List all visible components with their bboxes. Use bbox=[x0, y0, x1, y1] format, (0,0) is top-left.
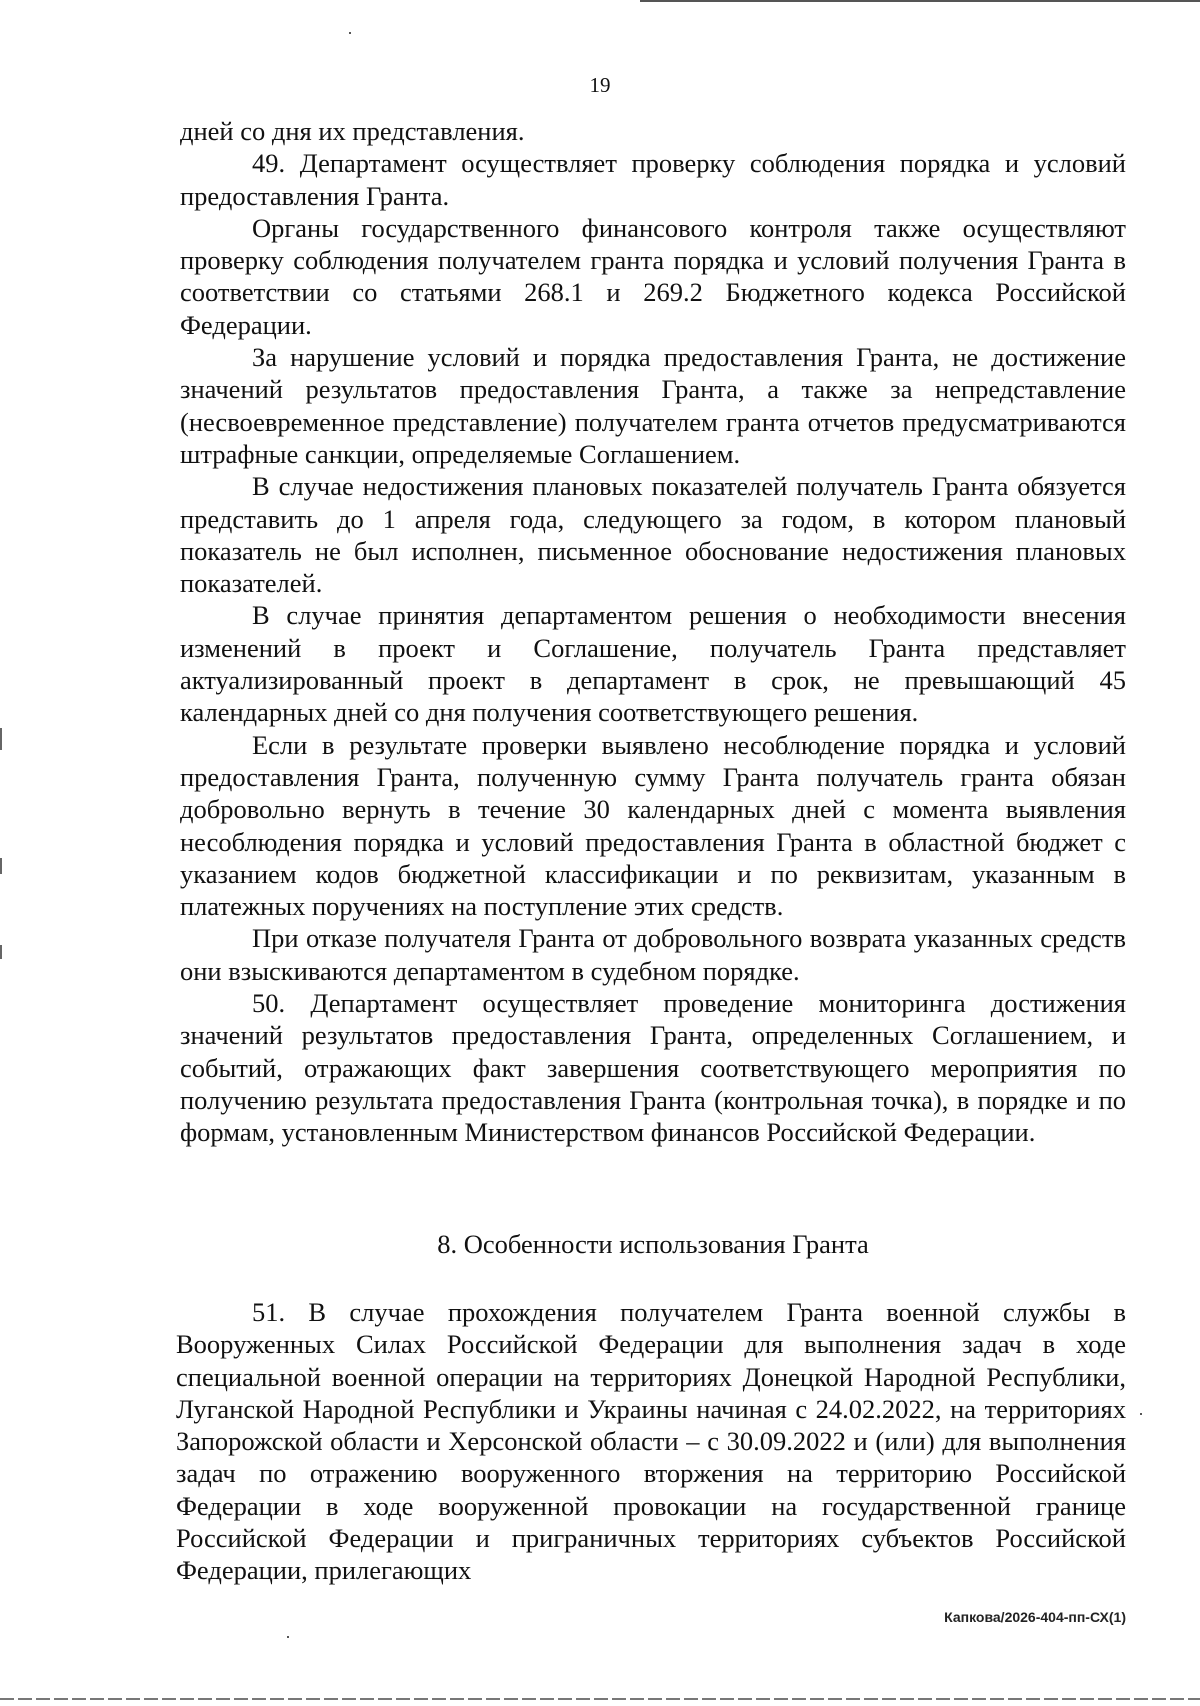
paragraph-51: 51. В случае прохождения получателем Гранта военной службы в Вооруженных Силах Российской Федерации для выполнения задач в ходе специальной военной операции на территориях Донецкой Народной Республики, Луганской Народной Республики и Украины начиная с 24.02.2022, на территориях Запорожской области и Херсонской области – с 30.09.2022 и (или) для выполнения задач по отражению вооруженного вторжения на территорию Российской Федерации в ходе вооруженной провокации на государственной границе Российской Федерации и приграничных территориях субъектов Российской Федерации, прилегающих bbox=[176, 1297, 1126, 1586]
paragraph-underperformance: В случае недостижения плановых показателей получатель Гранта обязуется представить до 1 апреля года, следующего за годом, в котором плановый показатель не был исполнен, письменное обоснование недостижения плановых показателей. bbox=[180, 471, 1126, 599]
paragraph-penalties: За нарушение условий и порядка предоставления Гранта, не достижение значений результатов предоставления Гранта, а также за непредставление (несвоевременное представление) получателем гранта отчетов предусматриваются штрафные санкции, определяемые Соглашением. bbox=[180, 342, 1126, 469]
paragraph-refund: Если в результате проверки выявлено несоблюдение порядка и условий предоставления Гранта, полученную сумму Гранта получатель гранта обязан добровольно вернуть в течение 30 календарных дней с момента выявления несоблюдения порядка и условий предоставления Гранта в областной бюджет с указанием кодов бюджетной классификации и по реквизитам, указанным в платежных поручениях на поступление этих средств. bbox=[180, 729, 1126, 922]
scan-artifact-mark bbox=[0, 858, 2, 874]
paragraph-49: 49. Департамент осуществляет проверку соблюдения порядка и условий предоставления Гранта. bbox=[180, 148, 1126, 211]
document-body bbox=[180, 115, 1126, 1149]
paragraph-50: 50. Департамент осуществляет проведение мониторинга достижения значений результатов предоставления Гранта, определенных Соглашением, и событий, отражающих факт завершения соответствующего мероприятия по получению результата предоставления Гранта (контрольная точка), в порядке и по формам, установленным Министерством финансов Российской Федерации. bbox=[180, 988, 1126, 1148]
scan-artifact-mark bbox=[0, 945, 2, 959]
document-code: Капкова/2026-404-пп-СХ(1) bbox=[944, 1609, 1126, 1625]
scan-artifact-dot bbox=[287, 1636, 289, 1638]
scan-artifact-dot bbox=[1140, 1413, 1142, 1415]
page-number: 19 bbox=[589, 73, 611, 97]
paragraph-refusal: При отказе получателя Гранта от добровольного возврата указанных средств они взыскиваются департаментом в судебном порядке. bbox=[180, 923, 1126, 986]
paragraph-continuation: дней со дня их представления. bbox=[180, 116, 525, 146]
scan-artifact-dot bbox=[349, 32, 351, 34]
scan-edge-bottom bbox=[0, 1698, 1200, 1700]
paragraph-project-changes: В случае принятия департаментом решения о необходимости внесения изменений в проект и Соглашение, получатель Гранта представляет актуализированный проект в департамент в срок, не превышающий 45 календарных дней со дня получения соответствующего решения. bbox=[180, 600, 1126, 728]
scan-edge-top bbox=[640, 0, 1200, 2]
scan-artifact-mark bbox=[0, 728, 2, 750]
section-8-heading: 8. Особенности использования Гранта bbox=[437, 1229, 869, 1259]
paragraph-financial-control: Органы государственного финансового контроля также осуществляют проверку соблюдения получателем гранта порядка и условий получения Гранта в соответствии со статьями 268.1 и 269.2 Бюджетного кодекса Российской Федерации. bbox=[180, 212, 1126, 340]
section-8-body bbox=[176, 1296, 1126, 1587]
